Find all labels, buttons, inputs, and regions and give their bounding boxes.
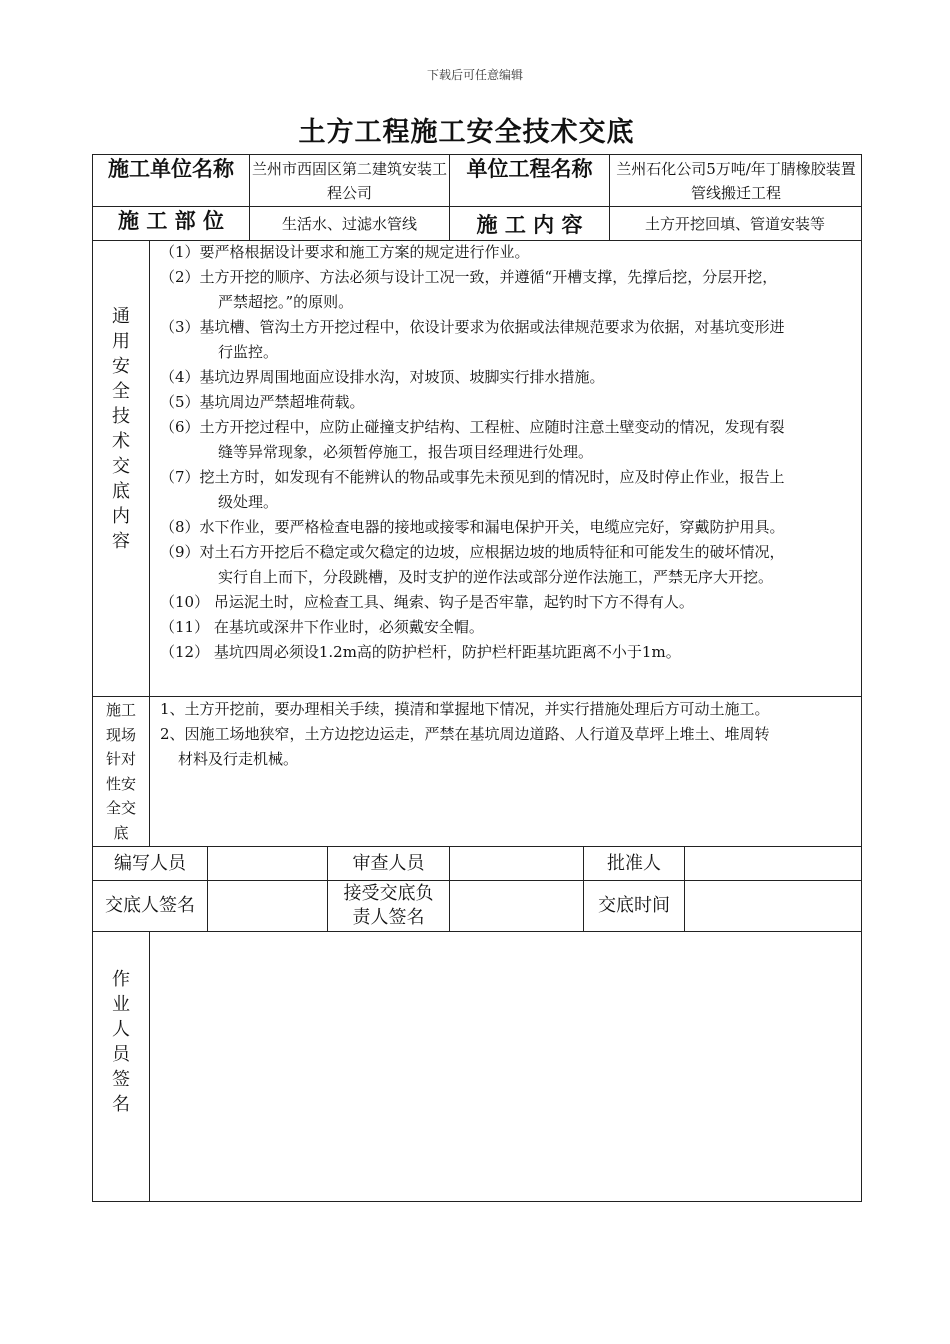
approver-label: 批准人 (607, 852, 661, 874)
reviewer-label: 审查人员 (352, 852, 425, 874)
project-name-label: 单位工程名称 (466, 157, 593, 181)
list-item: 2、因施工场地狭窄，土方边挖边运走，严禁在基坑周边道路、人行道及草坪上堆土、堆周转 材料及行走机械。 (160, 725, 770, 768)
writer-field[interactable] (208, 847, 327, 880)
list-item: （2）土方开挖的顺序、方法必须与设计工况一致，并遵循“开槽支撑，先撑后挖，分层开挖， 严禁超挖。”的原则。 (160, 268, 778, 311)
disclosure-time-label: 交底时间 (598, 895, 670, 916)
general-safety-list (160, 240, 860, 665)
receiver-sign-field[interactable] (450, 881, 583, 931)
list-item: （5）基坑周边严禁超堆荷载。 (160, 393, 365, 411)
general-safety-label: 通用安全技术交底内容 (112, 305, 130, 552)
list-item: 1、土方开挖前，要办理相关手续，摸清和掌握地下情况，并实行措施处理后方可动土施工。 (160, 700, 770, 718)
site-safety-label: 施工现场针对性安全交底 (105, 701, 136, 842)
list-item: （1）要严格根据设计要求和施工方案的规定进行作业。 (160, 243, 530, 261)
page-title: 土方工程施工安全技术交底 (298, 117, 635, 148)
construction-content-value: 土方开挖回填、管道安装等 (644, 214, 825, 233)
list-item: （3）基坑槽、管沟土方开挖过程中，依设计要求为依据或法律规范要求为依据，对基坑变形进 行监控。 (160, 318, 785, 361)
discloser-sign-field[interactable] (208, 881, 327, 931)
reviewer-field[interactable] (450, 847, 583, 880)
list-item: （11） 在基坑或深井下作业时，必须戴安全帽。 (160, 618, 484, 636)
approver-field[interactable] (685, 847, 861, 880)
project-name-value: 兰州石化公司5万吨/年丁腈橡胶装置管线搬迁工程 (616, 159, 856, 202)
list-item: （10） 吊运泥土时，应检查工具、绳索、钩子是否牢靠，起钓时下方不得有人。 (160, 593, 694, 611)
workers-sign-area[interactable] (150, 932, 861, 1201)
list-item: （6）土方开挖过程中，应防止碰撞支护结构、工程桩、应随时注意土壁变动的情况，发现有裂 缝等异常现象，必须暂停施工，报告项目经理进行处理。 (160, 418, 785, 461)
workers-sign-label: 作业人员签名 (112, 969, 130, 1115)
writer-label: 编写人员 (114, 852, 186, 874)
list-item: （7）挖土方时，如发现有不能辨认的物品或事先未预见到的情况时，应及时停止作业，报告上 级处理。 (160, 468, 785, 511)
unit-name-label: 施工单位名称 (108, 157, 234, 181)
site-safety-list (160, 697, 860, 772)
list-item: （8）水下作业，要严格检查电器的接地或接零和漏电保护开关，电缆应完好，穿戴防护用具。 (160, 518, 785, 536)
list-item: （9）对土石方开挖后不稳定或欠稳定的边坡，应根据边坡的地质特征和可能发生的破坏情况， 实行自上而下，分段跳槽，及时支护的逆作法或部分逆作法施工，严禁无序大开挖。 (160, 543, 785, 586)
list-item: （4）基坑边界周围地面应设排水沟，对坡顶、坡脚实行排水措施。 (160, 368, 605, 386)
list-item: （12） 基坑四周必须设1.2m高的防护栏杆，防护栏杆距基坑距离不小于1m。 (160, 643, 681, 661)
construction-content-label: 施 工 内 容 (476, 212, 583, 237)
unit-name-value: 兰州市西固区第二建筑安装工程公司 (251, 159, 447, 202)
disclosure-time-field[interactable] (685, 881, 861, 931)
construction-part-value: 生活水、过滤水管线 (281, 214, 417, 233)
receiver-sign-label: 接受交底负责人签名 (343, 883, 434, 928)
discloser-sign-label: 交底人签名 (105, 895, 195, 916)
download-hint: 下载后可任意编辑 (426, 68, 523, 82)
construction-part-label: 施 工 部 位 (118, 208, 224, 233)
